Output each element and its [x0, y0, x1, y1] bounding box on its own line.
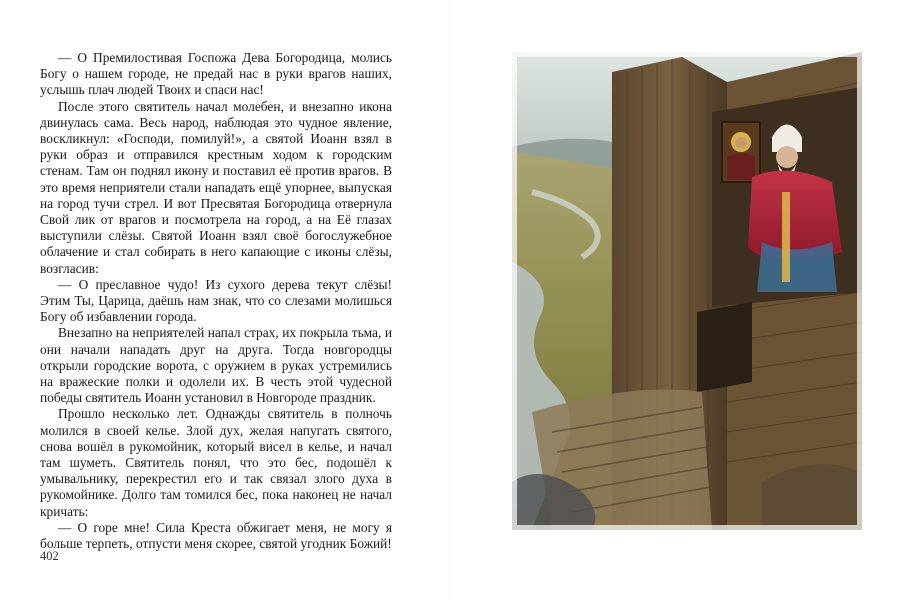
illustration-saint-on-city-wall	[512, 52, 862, 530]
paragraph: — О горе мне! Сила Креста обжигает меня, не могу я больше терпеть, отпусти меня скорее, святой угодник Божий!	[40, 519, 392, 552]
left-page-text	[40, 50, 392, 552]
saint-stole	[782, 192, 790, 282]
illustration-drawing	[512, 52, 862, 530]
icon-robe	[727, 154, 755, 181]
paragraph: Внезапно на неприятелей напал страх, их покрыла тьма, и они начали нападать друг на друга. Тогда новгородцы открыли городские ворота, с оружием в руках устремились на вражеские полки и одолели их. В честь этой чудесной победы святитель Иоанн установил в Новгороде праздник.	[40, 325, 392, 406]
paragraph: После этого святитель начал молебен, и внезапно икона двинулась сама. Весь народ, наблюдая это чудное явление, воскликнул: «Господи, помилуй!», а святой Иоанн взял в руки образ и отправился крестным ходом к городским стенам. Там он поднял икону и поставил её против врагов. В это время неприятели стали нападать ещё упорнее, выпуская на город тучи стрел. И вот Пресвятая Богородица отвернула Свой лик от врагов и посмотрела на город, а на Её глазах выступили слёзы. Святой Иоанн взял своё богослужебное облачение и стал собирать в него капающие с иконы слёзы, возгласив:	[40, 98, 392, 276]
paragraph: — О Премилостивая Госпожа Дева Богородица, молись Богу о нашем городе, не предай нас в руки врагов наших, услышь плач людей Твоих и спаси нас!	[40, 50, 392, 98]
icon-face	[735, 137, 747, 149]
saint-face	[776, 146, 798, 168]
book-gutter	[449, 0, 451, 600]
city-gate	[697, 302, 752, 392]
page-number: 402	[40, 549, 59, 563]
paragraph: — О преславное чудо! Из сухого дерева текут слёзы! Этим Ты, Царица, даёшь нам знак, что со слезами молишься Богу об избавлении города.	[40, 276, 392, 325]
paragraph: Прошло несколько лет. Однажды святитель в полночь молился в своей келье. Злой дух, желая напугать святого, снова вошёл в рукомойник, который висел в келье, и начал там шуметь. Святитель понял, что это бес, подошёл к умывальнику, перекрестил его и так связал злого духа в рукомойнике. Долго там томился бес, пока наконец не начал кричать:	[40, 406, 392, 519]
saint-vestment	[757, 242, 837, 292]
